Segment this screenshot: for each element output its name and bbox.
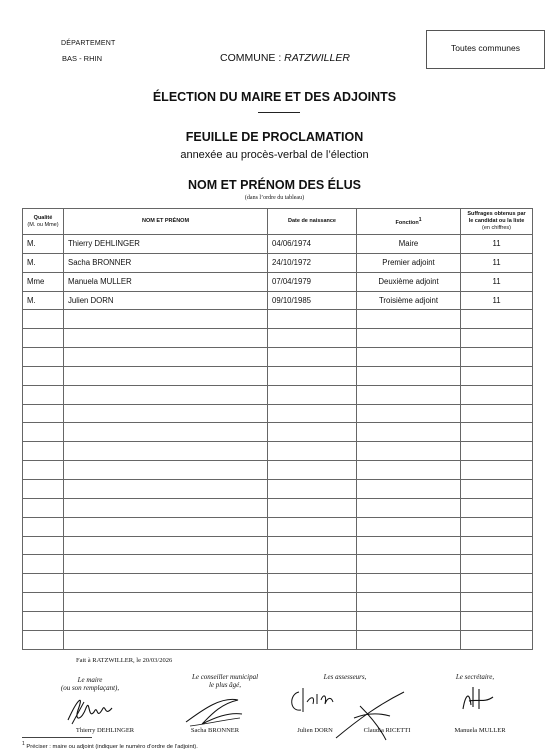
secretaire-signature — [455, 683, 500, 715]
signer-assesseur-2: Claudia RICETTI — [363, 727, 411, 734]
empty-cell — [23, 461, 64, 480]
empty-cell — [64, 593, 268, 612]
cell-date: 24/10/1972 — [268, 253, 357, 272]
empty-cell — [64, 310, 268, 329]
cell-qualite: M. — [23, 253, 64, 272]
cell-suffrages: 11 — [461, 235, 533, 254]
empty-cell — [268, 630, 357, 649]
signer-secretaire: Manuela MULLER — [454, 727, 506, 734]
empty-cell — [268, 404, 357, 423]
empty-cell — [64, 630, 268, 649]
cell-nom: Julien DORN — [64, 291, 268, 310]
empty-cell — [461, 498, 533, 517]
empty-cell — [357, 611, 461, 630]
election-title: ÉLECTION DU MAIRE ET DES ADJOINTS — [152, 90, 397, 104]
maire-role: Le maire (ou son remplaçant), — [60, 676, 120, 693]
title-divider — [258, 112, 300, 113]
cell-qualite: Mme — [23, 272, 64, 291]
empty-cell — [23, 310, 64, 329]
empty-cell — [64, 348, 268, 367]
empty-cell — [268, 498, 357, 517]
empty-cell — [357, 310, 461, 329]
ordre-note: (dans l’ordre du tableau) — [244, 195, 305, 201]
empty-cell — [64, 611, 268, 630]
cell-suffrages: 11 — [461, 291, 533, 310]
fait-a-line: Fait à RATZWILLER, le 20/03/2026 — [76, 657, 173, 664]
empty-cell — [268, 517, 357, 536]
empty-cell — [268, 423, 357, 442]
empty-cell — [64, 404, 268, 423]
empty-table-row — [23, 366, 533, 385]
empty-cell — [268, 366, 357, 385]
empty-cell — [357, 630, 461, 649]
empty-cell — [64, 574, 268, 593]
table-row — [23, 253, 533, 272]
commune-label: COMMUNE : — [220, 52, 282, 64]
empty-table-row — [23, 517, 533, 536]
empty-cell — [268, 461, 357, 480]
empty-cell — [268, 574, 357, 593]
empty-cell — [268, 555, 357, 574]
toutes-communes-box — [426, 30, 545, 69]
header-suffrages: Suffrages obtenus par le candidat ou la liste (en chiffres) — [461, 209, 533, 235]
cell-suffrages: 11 — [461, 272, 533, 291]
empty-cell — [268, 442, 357, 461]
empty-cell — [461, 366, 533, 385]
empty-cell — [23, 517, 64, 536]
empty-cell — [357, 536, 461, 555]
elus-table — [22, 208, 533, 650]
empty-cell — [461, 630, 533, 649]
table-row — [23, 235, 533, 254]
empty-cell — [461, 310, 533, 329]
cell-date: 04/06/1974 — [268, 235, 357, 254]
empty-cell — [64, 385, 268, 404]
empty-cell — [23, 593, 64, 612]
empty-cell — [64, 479, 268, 498]
empty-table-row — [23, 423, 533, 442]
empty-cell — [268, 536, 357, 555]
empty-cell — [461, 404, 533, 423]
header-qualite: Qualité (M. ou Mme) — [23, 209, 64, 235]
commune-name: RATZWILLER — [284, 52, 350, 64]
departement-value: BAS - RHIN — [62, 54, 103, 63]
empty-cell — [357, 442, 461, 461]
header-date: Date de naissance — [268, 209, 357, 235]
empty-cell — [357, 517, 461, 536]
assesseurs-role: Les assesseurs, — [323, 673, 367, 681]
signer-maire: Thierry DEHLINGER — [75, 727, 135, 734]
empty-cell — [64, 498, 268, 517]
empty-cell — [461, 536, 533, 555]
cell-fonction: Deuxième adjoint — [357, 272, 461, 291]
conseiller-role: Le conseiller municipal le plus âgé, — [191, 673, 259, 690]
empty-cell — [461, 479, 533, 498]
empty-table-row — [23, 348, 533, 367]
empty-cell — [64, 461, 268, 480]
cell-fonction: Troisième adjoint — [357, 291, 461, 310]
empty-cell — [461, 461, 533, 480]
cell-nom: Sacha BRONNER — [64, 253, 268, 272]
empty-cell — [23, 555, 64, 574]
table-row — [23, 291, 533, 310]
empty-table-row — [23, 479, 533, 498]
empty-cell — [461, 348, 533, 367]
secretaire-role: Le secrétaire, — [455, 673, 495, 681]
header-fonction: Fonction$^1$ — [357, 209, 461, 235]
empty-cell — [268, 593, 357, 612]
empty-cell — [461, 555, 533, 574]
empty-table-row — [23, 385, 533, 404]
empty-cell — [461, 593, 533, 612]
empty-cell — [64, 517, 268, 536]
empty-cell — [357, 348, 461, 367]
signer-conseiller: Sacha BRONNER — [190, 727, 240, 734]
empty-cell — [268, 348, 357, 367]
departement-label: DÉPARTEMENT — [61, 40, 116, 47]
empty-cell — [357, 329, 461, 348]
empty-cell — [64, 423, 268, 442]
empty-cell — [357, 385, 461, 404]
empty-cell — [268, 310, 357, 329]
table-header-row — [23, 209, 533, 235]
cell-date: 09/10/1985 — [268, 291, 357, 310]
empty-cell — [23, 630, 64, 649]
empty-cell — [461, 442, 533, 461]
maire-signature — [60, 690, 120, 730]
signer-assesseur-1: Julien DORN — [297, 727, 333, 734]
empty-table-row — [23, 442, 533, 461]
empty-table-row — [23, 574, 533, 593]
empty-table-row — [23, 536, 533, 555]
empty-table-row — [23, 310, 533, 329]
cell-qualite: M. — [23, 291, 64, 310]
empty-cell — [268, 385, 357, 404]
empty-cell — [23, 329, 64, 348]
conseiller-signature — [180, 690, 250, 730]
nom-prenom-title: NOM ET PRÉNOM DES ÉLUS — [188, 178, 361, 192]
empty-table-row — [23, 555, 533, 574]
empty-cell — [357, 555, 461, 574]
empty-cell — [23, 611, 64, 630]
empty-cell — [461, 385, 533, 404]
empty-cell — [64, 329, 268, 348]
empty-cell — [461, 574, 533, 593]
table-row — [23, 272, 533, 291]
empty-cell — [357, 574, 461, 593]
cell-suffrages: 11 — [461, 253, 533, 272]
empty-cell — [357, 404, 461, 423]
empty-cell — [357, 366, 461, 385]
empty-cell — [23, 498, 64, 517]
empty-cell — [268, 329, 357, 348]
header-nom: NOM ET PRÉNOM — [64, 209, 268, 235]
cell-fonction: Premier adjoint — [357, 253, 461, 272]
empty-table-row — [23, 498, 533, 517]
footnote: $^1$ Préciser : maire ou adjoint (indiquer le numéro d’ordre de l’adjoint). — [22, 741, 198, 750]
empty-cell — [23, 423, 64, 442]
empty-cell — [23, 479, 64, 498]
empty-cell — [461, 423, 533, 442]
cell-qualite: M. — [23, 235, 64, 254]
empty-cell — [64, 555, 268, 574]
commune-line — [220, 52, 350, 64]
feuille-title: FEUILLE DE PROCLAMATION — [185, 130, 364, 144]
empty-cell — [23, 348, 64, 367]
empty-cell — [268, 611, 357, 630]
empty-cell — [23, 442, 64, 461]
empty-table-row — [23, 404, 533, 423]
empty-cell — [23, 536, 64, 555]
empty-cell — [357, 498, 461, 517]
empty-table-row — [23, 461, 533, 480]
empty-cell — [357, 593, 461, 612]
empty-cell — [461, 517, 533, 536]
empty-cell — [461, 611, 533, 630]
empty-cell — [64, 442, 268, 461]
empty-cell — [461, 329, 533, 348]
empty-cell — [357, 423, 461, 442]
empty-cell — [64, 536, 268, 555]
empty-cell — [23, 404, 64, 423]
cell-date: 07/04/1979 — [268, 272, 357, 291]
empty-table-row — [23, 630, 533, 649]
empty-table-row — [23, 611, 533, 630]
empty-cell — [23, 366, 64, 385]
cell-fonction: Maire — [357, 235, 461, 254]
empty-table-row — [23, 593, 533, 612]
empty-cell — [23, 385, 64, 404]
footnote-divider — [22, 737, 92, 738]
empty-cell — [357, 479, 461, 498]
cell-nom: Manuela MULLER — [64, 272, 268, 291]
empty-cell — [268, 479, 357, 498]
empty-table-row — [23, 329, 533, 348]
empty-cell — [357, 461, 461, 480]
annexee-subtitle: annexée au procès-verbal de l’élection — [180, 149, 369, 161]
cell-nom: Thierry DEHLINGER — [64, 235, 268, 254]
empty-cell — [23, 574, 64, 593]
toutes-communes-label: Toutes communes — [451, 43, 520, 53]
empty-cell — [64, 366, 268, 385]
